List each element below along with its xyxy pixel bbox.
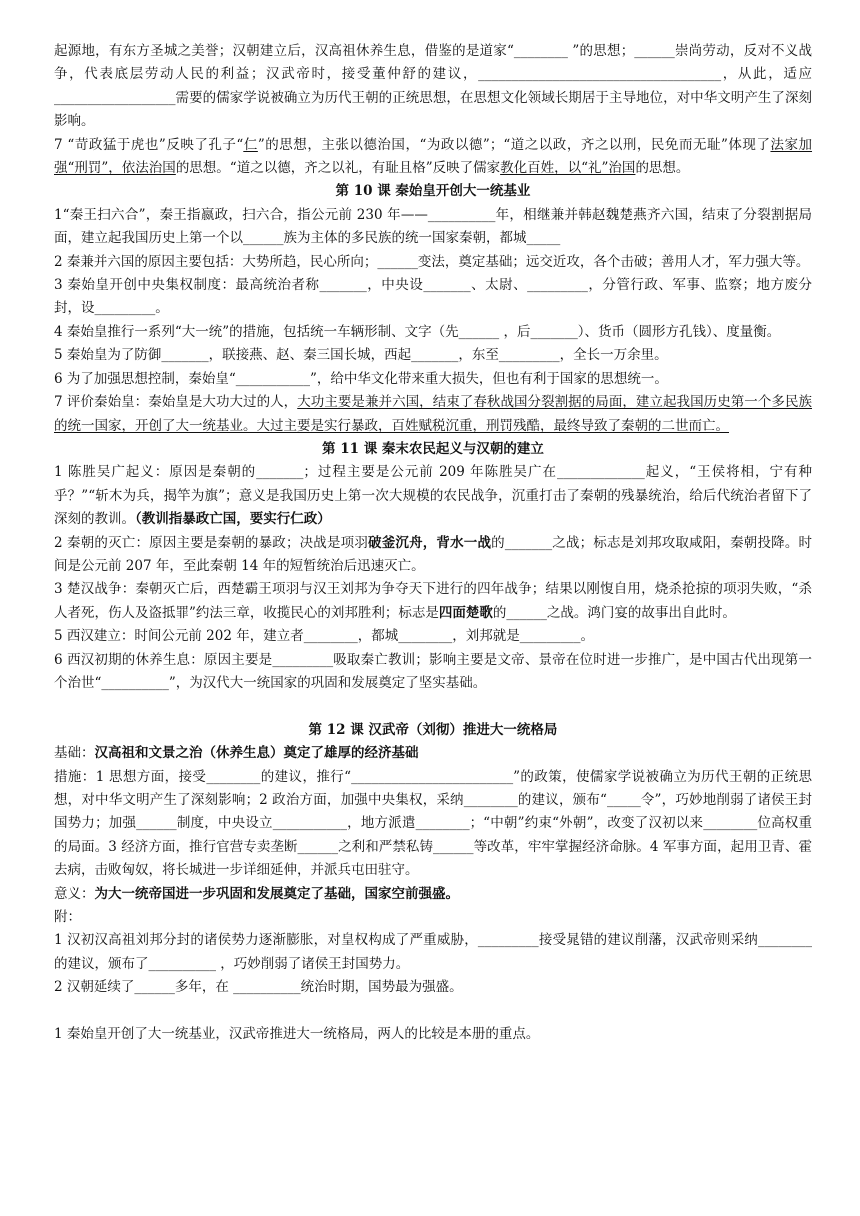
lesson-10-item-6: 6 为了加强思想控制，秦始皇“___________”，给中华文化带来重大损失，但也有利于国家的思想统一。 bbox=[54, 370, 668, 387]
lesson-11-item-2: 2 秦朝的灭亡：原因主要是秦朝的暴政；决战是项羽破釜沉舟，背水一战的_______之战；标志是刘邦攻取咸阳，秦朝投降。时间是公元前 207 年，至此秦朝 14 年的短暂统治后迅速灭亡。 bbox=[54, 534, 813, 574]
intro-paragraph: 起源地，有东方圣城之美誉；汉朝建立后，汉高祖休养生息，借鉴的是道家“________ ”的思想；______崇尚劳动，反对不义战争，代表底层劳动人民的利益；汉武帝时，接受董仲舒的建议，____________________________________，从此，适应__________________需要的儒家学说被确立为历代王朝的正统思想，在思想文化领域长期居于主导地位，对中华文明产生了深刻影响。 bbox=[54, 43, 812, 130]
lesson-10-item-1: 1“秦王扫六合”，秦王指嬴政，扫六合，指公元前 230 年——__________年，相继兼并韩赵魏楚燕齐六国，结束了分裂割据局面，建立起我国历史上第一个以______族为主体的多民族的统一国家秦朝，都城_____ bbox=[54, 206, 812, 247]
lesson-12-significance: 意义：为大一统帝国进一步巩固和发展奠定了基础，国家空前强盛。 bbox=[54, 885, 459, 902]
lesson-12-measures: 措施：1 思想方面，接受________的建议，推行“________________________”的政策，使儒家学说被确立为历代王朝的正统思想，对中华文明产生了深刻影响；2 政治方面，加强中央集权，采纳________的建议，颁布“_____令”，巧妙地削弱了诸侯王封国势力；加强______制度，中央设立___________，地方派遣________；“中朝”约束“外朝”，改变了汉初以来________位高权重的局面。3 经济方面，推行官营专卖垄断______之利和严禁私铸______等改革，牢牢掌握经济命脉。4 军事方面，起用卫青、霍去病，击败匈奴，将长城进一步详细延伸，并派兵屯田驻守。 bbox=[54, 768, 812, 879]
lesson-10-item-2: 2 秦兼并六国的原因主要包括：大势所趋，民心所向；______变法，奠定基础；远交近攻，各个击破；善用人才，军力强大等。 bbox=[54, 253, 810, 270]
lesson-11-item-5: 5 西汉建立：时间公元前 202 年，建立者________，都城________，刘邦就是_________。 bbox=[54, 628, 594, 645]
lesson-11-title: 第 11 课 秦末农民起义与汉朝的建立 bbox=[322, 440, 544, 457]
lesson-10-item-4: 4 秦始皇推行一系列“大一统”的措施，包括统一车辆形制、文字（先______ ，后_______）、货币（圆形方孔钱）、度量衡。 bbox=[54, 323, 781, 340]
appendix-item-1: 1 汉初汉高祖刘邦分封的诸侯势力逐渐膨胀，对皇权构成了严重威胁，_________接受晁错的建议削藩，汉武帝则采纳________的建议，颁布了__________ ，巧妙削弱了诸侯王封国势力。 bbox=[54, 932, 812, 972]
lesson-12-basis: 基础：汉高祖和文景之治（休养生息）奠定了雄厚的经济基础 bbox=[54, 745, 419, 762]
lesson-12-title: 第 12 课 汉武帝（刘彻）推进大一统格局 bbox=[308, 721, 558, 738]
lesson-10-item-7: 7 评价秦始皇：秦始皇是大功大过的人，大功主要是兼并六国，结束了春秋战国分裂割据的局面，建立起我国历史第一个多民族的统一国家，开创了大一统基业。大过主要是实行暴政，百姓赋税沉重，刑罚残酷，最终导致了秦朝的二世而亡。 bbox=[54, 394, 812, 434]
lesson-11-item-1: 1 陈胜吴广起义：原因是秦朝的_______；过程主要是公元前 209 年陈胜吴广在_____________起义，“王侯将相，宁有种乎？”“斩木为兵，揭竿为旗”；意义是我国历史上第一次大规模的农民战争，沉重打击了秦朝的残暴统治，给后代统治者留下了深刻的教训。（教训指暴政亡国，要实行仁政） bbox=[54, 464, 813, 528]
intro-item-7: 7 “苛政猛于虎也”反映了孔子“仁”的思想，主张以德治国，“为政以德”；“道之以政，齐之以刑，民免而无耻”体现了法家加强“刑罚”，依法治国的思想。“道之以德，齐之以礼，有耻且格”反映了儒家教化百姓，以“礼”治国的思想。 bbox=[54, 136, 813, 177]
section-spacer bbox=[54, 1000, 812, 1023]
lesson-10-title: 第 10 课 秦始皇开创大一统基业 bbox=[335, 183, 531, 200]
appendix-item-2: 2 汉朝延续了______多年，在 __________统治时期，国势最为强盛。 bbox=[54, 979, 463, 996]
lesson-10-item-3: 3 秦始皇开创中央集权制度：最高统治者称_______，中央设_______、太尉、_________，分管行政、军事、监察；地方废分封，设_________。 bbox=[54, 277, 812, 317]
section-spacer bbox=[54, 695, 812, 718]
lesson-10-item-5: 5 秦始皇为了防御_______，联接燕、赵、秦三国长城，西起_______，东至_________，全长一万余里。 bbox=[54, 347, 668, 364]
lesson-11-item-3: 3 楚汉战争：秦朝灭亡后，西楚霸王项羽与汉王刘邦为争夺天下进行的四年战争；结果以刚愎自用，烧杀抢掠的项羽失败，“杀人者死，伤人及盗抵罪”约法三章，收揽民心的刘邦胜利；标志是四面楚歌的______之战。鸿门宴的故事出自此时。 bbox=[54, 581, 812, 621]
summary-note: 1 秦始皇开创了大一统基业，汉武帝推进大一统格局，两人的比较是本册的重点。 bbox=[54, 1026, 540, 1043]
lesson-11-item-6: 6 西汉初期的休养生息：原因主要是_________吸取秦亡教训；影响主要是文帝、景帝在位时进一步推广，是中国古代出现第一个治世“__________”，为汉代大一统国家的巩固和发展奠定了坚实基础。 bbox=[54, 651, 812, 691]
appendix-label: 附： bbox=[54, 909, 81, 926]
